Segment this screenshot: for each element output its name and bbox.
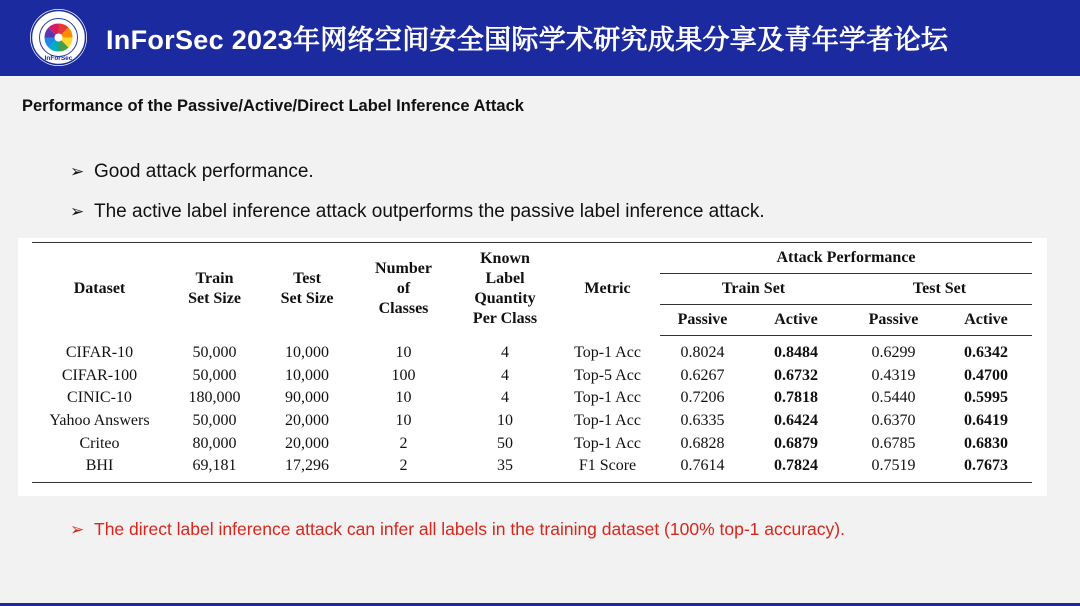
col-header-train-active: Active	[745, 305, 847, 336]
results-table-panel	[18, 238, 1047, 496]
cell-train-size: 50,000	[192, 412, 237, 430]
cell-test-active: 0.6342	[964, 344, 1008, 362]
cell-metric: Top-5 Acc	[574, 366, 641, 384]
cell-train-active: 0.6732	[774, 366, 818, 384]
cell-test-active: 0.6419	[964, 412, 1008, 430]
bullet-item	[70, 161, 314, 183]
col-header-attack-performance: Attack Performance	[660, 243, 1032, 274]
bullet-item	[70, 201, 765, 223]
bullet-text: The active label inference attack outperforms the passive label inference attack.	[94, 201, 765, 222]
cell-test-size: 10,000	[285, 344, 329, 362]
cell-dataset: CIFAR-100	[61, 366, 138, 384]
cell-known: 4	[501, 389, 509, 407]
col-header-metric: Metric	[555, 243, 660, 336]
col-header-train-passive: Passive	[660, 305, 745, 336]
cell-classes: 10	[395, 344, 412, 362]
cell-classes: 10	[395, 412, 412, 430]
cell-test-passive: 0.5440	[871, 389, 916, 407]
col-header-test-size: Test Set Size	[262, 243, 352, 336]
cell-metric: Top-1 Acc	[574, 344, 641, 362]
col-header-test-set: Test Set	[847, 274, 1032, 305]
header-title: InForSec 2023年网络空间安全国际学术研究成果分享及青年学者论坛	[106, 25, 949, 55]
slide-header	[0, 0, 1080, 76]
cell-test-size: 10,000	[285, 366, 329, 384]
cell-known: 4	[501, 344, 509, 362]
cell-metric: Top-1 Acc	[574, 412, 641, 430]
cell-metric: Top-1 Acc	[574, 389, 641, 407]
cell-test-passive: 0.7519	[847, 455, 940, 482]
cell-train-size: 50,000	[192, 344, 237, 362]
table-row	[32, 410, 1032, 433]
cell-train-passive: 0.7614	[660, 455, 745, 482]
col-header-train-set: Train Set	[660, 274, 847, 305]
results-table	[32, 242, 1032, 483]
cell-test-passive: 0.6785	[871, 434, 916, 452]
cell-dataset: CIFAR-10	[65, 344, 134, 362]
cell-train-active: 0.6424	[774, 412, 818, 430]
cell-train-passive: 0.6267	[680, 366, 725, 384]
cell-classes: 100	[391, 366, 416, 384]
cell-metric: F1 Score	[555, 455, 660, 482]
table-row	[32, 432, 1032, 455]
cell-train-size: 180,000	[188, 389, 241, 407]
cell-test-size: 17,296	[262, 455, 352, 482]
cell-test-passive: 0.4319	[871, 366, 916, 384]
cell-train-passive: 0.6828	[680, 434, 725, 452]
cell-test-active: 0.5995	[964, 389, 1008, 407]
arrow-bullet-icon: ➢	[70, 162, 85, 181]
cell-test-active: 0.6830	[964, 434, 1008, 452]
cell-train-active: 0.6879	[774, 434, 818, 452]
cell-train-passive: 0.8024	[680, 344, 725, 362]
cell-train-passive: 0.7206	[680, 389, 725, 407]
cell-train-passive: 0.6335	[680, 412, 725, 430]
cell-test-size: 20,000	[285, 434, 329, 452]
cell-dataset: Yahoo Answers	[49, 412, 150, 430]
highlight-bullet-text: The direct label inference attack can infer all labels in the training dataset (100% top-1 accuracy).	[94, 519, 845, 539]
col-header-known-labels: Known Label Quantity Per Class	[455, 243, 555, 336]
cell-test-passive: 0.6370	[871, 412, 916, 430]
cell-test-size: 90,000	[285, 389, 329, 407]
cell-metric: Top-1 Acc	[574, 434, 641, 452]
col-header-dataset: Dataset	[32, 243, 167, 336]
cell-dataset: CINIC-10	[67, 389, 132, 407]
cell-train-size: 69,181	[167, 455, 262, 482]
cell-test-passive: 0.6299	[871, 344, 916, 362]
table-row	[32, 365, 1032, 388]
highlight-bullet	[70, 519, 845, 540]
cell-known: 10	[497, 412, 513, 430]
cell-known: 4	[501, 366, 509, 384]
col-header-train-size: Train Set Size	[167, 243, 262, 336]
cell-train-active: 0.7818	[774, 389, 818, 407]
cell-test-active: 0.7673	[940, 455, 1032, 482]
bullet-text: Good attack performance.	[94, 161, 314, 182]
slide-subtitle: Performance of the Passive/Active/Direct Label Inference Attack	[22, 97, 524, 115]
cell-test-active: 0.4700	[964, 366, 1008, 384]
cell-dataset: BHI	[32, 455, 167, 482]
inforsec-logo-icon	[30, 9, 87, 66]
col-header-num-classes: Number of Classes	[352, 243, 455, 336]
cell-classes: 10	[395, 389, 412, 407]
cell-train-active: 0.7824	[745, 455, 847, 482]
table-row	[32, 387, 1032, 410]
cell-known: 50	[497, 434, 513, 452]
logo-text: InForSec	[44, 55, 73, 62]
cell-train-active: 0.8484	[774, 344, 818, 362]
arrow-bullet-icon: ➢	[70, 520, 85, 539]
cell-test-size: 20,000	[285, 412, 329, 430]
cell-known: 35	[455, 455, 555, 482]
cell-classes: 2	[352, 455, 455, 482]
cell-train-size: 50,000	[192, 366, 237, 384]
table-row	[32, 336, 1032, 365]
table-row	[32, 455, 1032, 482]
cell-dataset: Criteo	[79, 434, 120, 452]
cell-classes: 2	[399, 434, 408, 452]
col-header-test-active: Active	[940, 305, 1032, 336]
col-header-test-passive: Passive	[847, 305, 940, 336]
arrow-bullet-icon: ➢	[70, 202, 85, 221]
cell-train-size: 80,000	[192, 434, 237, 452]
